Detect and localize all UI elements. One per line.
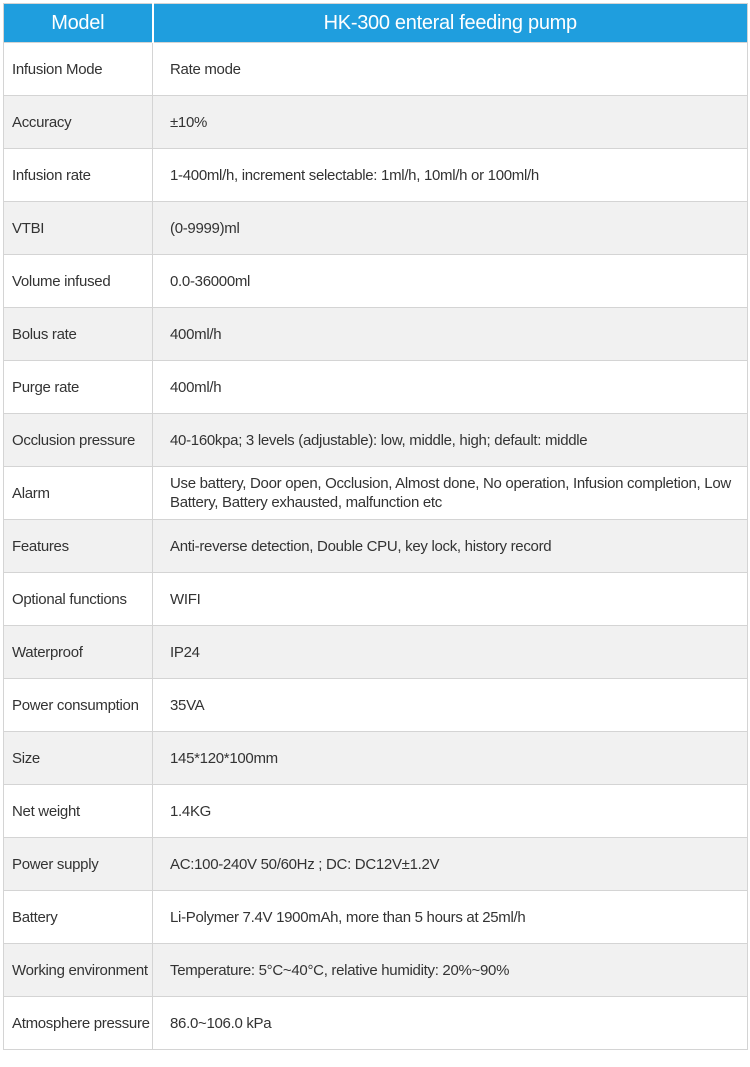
table-row: [4, 679, 748, 732]
row-label: Net weight: [4, 785, 153, 838]
table-row: [4, 96, 748, 149]
table-row: [4, 626, 748, 679]
row-label: Power supply: [4, 838, 153, 891]
row-value: 40-160kpa; 3 levels (adjustable): low, middle, high; default: middle: [153, 414, 748, 467]
row-label: Infusion rate: [4, 149, 153, 202]
row-value: Use battery, Door open, Occlusion, Almost done, No operation, Infusion completion, Low Battery, Battery exhausted, malfunction etc: [153, 467, 748, 520]
row-value: Li-Polymer 7.4V 1900mAh, more than 5 hours at 25ml/h: [153, 891, 748, 944]
row-label: Size: [4, 732, 153, 785]
row-value: 0.0-36000ml: [153, 255, 748, 308]
row-value: 86.0~106.0 kPa: [153, 997, 748, 1050]
row-value: 35VA: [153, 679, 748, 732]
table-row: [4, 149, 748, 202]
table-row: [4, 944, 748, 997]
table-row: [4, 838, 748, 891]
row-value: Temperature: 5°C~40°C, relative humidity: 20%~90%: [153, 944, 748, 997]
row-value: WIFI: [153, 573, 748, 626]
row-label: Alarm: [4, 467, 153, 520]
row-value: 1-400ml/h, increment selectable: 1ml/h, 10ml/h or 100ml/h: [153, 149, 748, 202]
table-row: [4, 732, 748, 785]
table-row: [4, 520, 748, 573]
row-value: Rate mode: [153, 43, 748, 96]
table-row: [4, 308, 748, 361]
table-row: [4, 202, 748, 255]
table-row: [4, 467, 748, 520]
row-label: Battery: [4, 891, 153, 944]
row-value: 400ml/h: [153, 361, 748, 414]
row-label: Waterproof: [4, 626, 153, 679]
row-label: Occlusion pressure: [4, 414, 153, 467]
table-row: [4, 573, 748, 626]
row-label: Optional functions: [4, 573, 153, 626]
row-value: 1.4KG: [153, 785, 748, 838]
row-value: IP24: [153, 626, 748, 679]
table-header-row: [4, 4, 748, 43]
row-value: (0-9999)ml: [153, 202, 748, 255]
row-label: Infusion Mode: [4, 43, 153, 96]
table-row: [4, 414, 748, 467]
row-label: Bolus rate: [4, 308, 153, 361]
spec-table: [3, 3, 748, 1050]
row-label: Features: [4, 520, 153, 573]
row-value: Anti-reverse detection, Double CPU, key lock, history record: [153, 520, 748, 573]
table-row: [4, 255, 748, 308]
row-label: Volume infused: [4, 255, 153, 308]
header-model: Model: [4, 4, 153, 43]
row-label: Working environment: [4, 944, 153, 997]
header-product-name: HK-300 enteral feeding pump: [153, 4, 748, 43]
table-row: [4, 997, 748, 1050]
table-row: [4, 891, 748, 944]
row-value: 400ml/h: [153, 308, 748, 361]
table-row: [4, 43, 748, 96]
row-value: ±10%: [153, 96, 748, 149]
row-label: Purge rate: [4, 361, 153, 414]
row-label: Power consumption: [4, 679, 153, 732]
row-label: Atmosphere pressure: [4, 997, 153, 1050]
row-value: 145*120*100mm: [153, 732, 748, 785]
table-row: [4, 361, 748, 414]
table-row: [4, 785, 748, 838]
row-value: AC:100-240V 50/60Hz ; DC: DC12V±1.2V: [153, 838, 748, 891]
row-label: VTBI: [4, 202, 153, 255]
row-label: Accuracy: [4, 96, 153, 149]
